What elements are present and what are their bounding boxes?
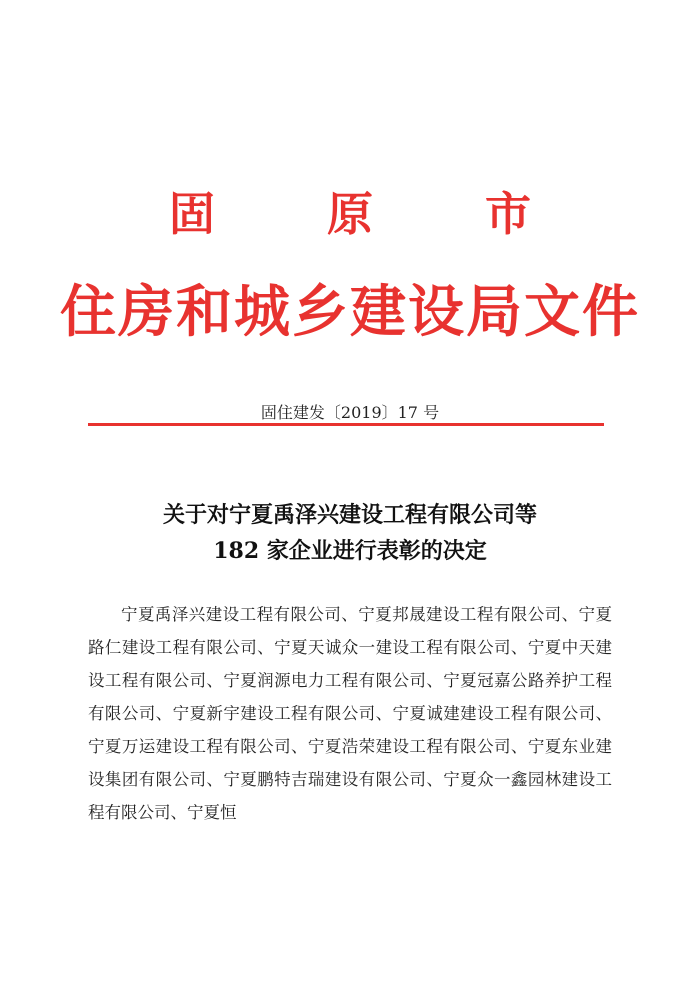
title-line-1: 关于对宁夏禹泽兴建设工程有限公司等 [162,502,537,528]
red-divider [88,423,604,426]
issuer-bureau: 住房和城乡建设局文件 [60,279,640,345]
body-paragraph: 宁夏禹泽兴建设工程有限公司、宁夏邦晟建设工程有限公司、宁夏路仁建设工程有限公司、宁夏天诚众一建设工程有限公司、宁夏中天建设工程有限公司、宁夏润源电力工程有限公司、宁夏冠嘉公路养护工程有限公司、宁夏新宇建设工程有限公司、宁夏诚建建设工程有限公司、宁夏万运建设工程有限公司、宁夏浩荣建设工程有限公司、宁夏东业建设集团有限公司、宁夏鹏特吉瑞建设有限公司、宁夏众一鑫园林建设工程有限公司、宁夏恒 [88,605,612,822]
document-number: 固住建发〔2019〕17 号 [260,403,440,422]
document-title [0,497,700,569]
issuer-city: 固 原 市 [168,187,580,241]
title-line-2: 182 家企业进行表彰的决定 [213,538,487,564]
